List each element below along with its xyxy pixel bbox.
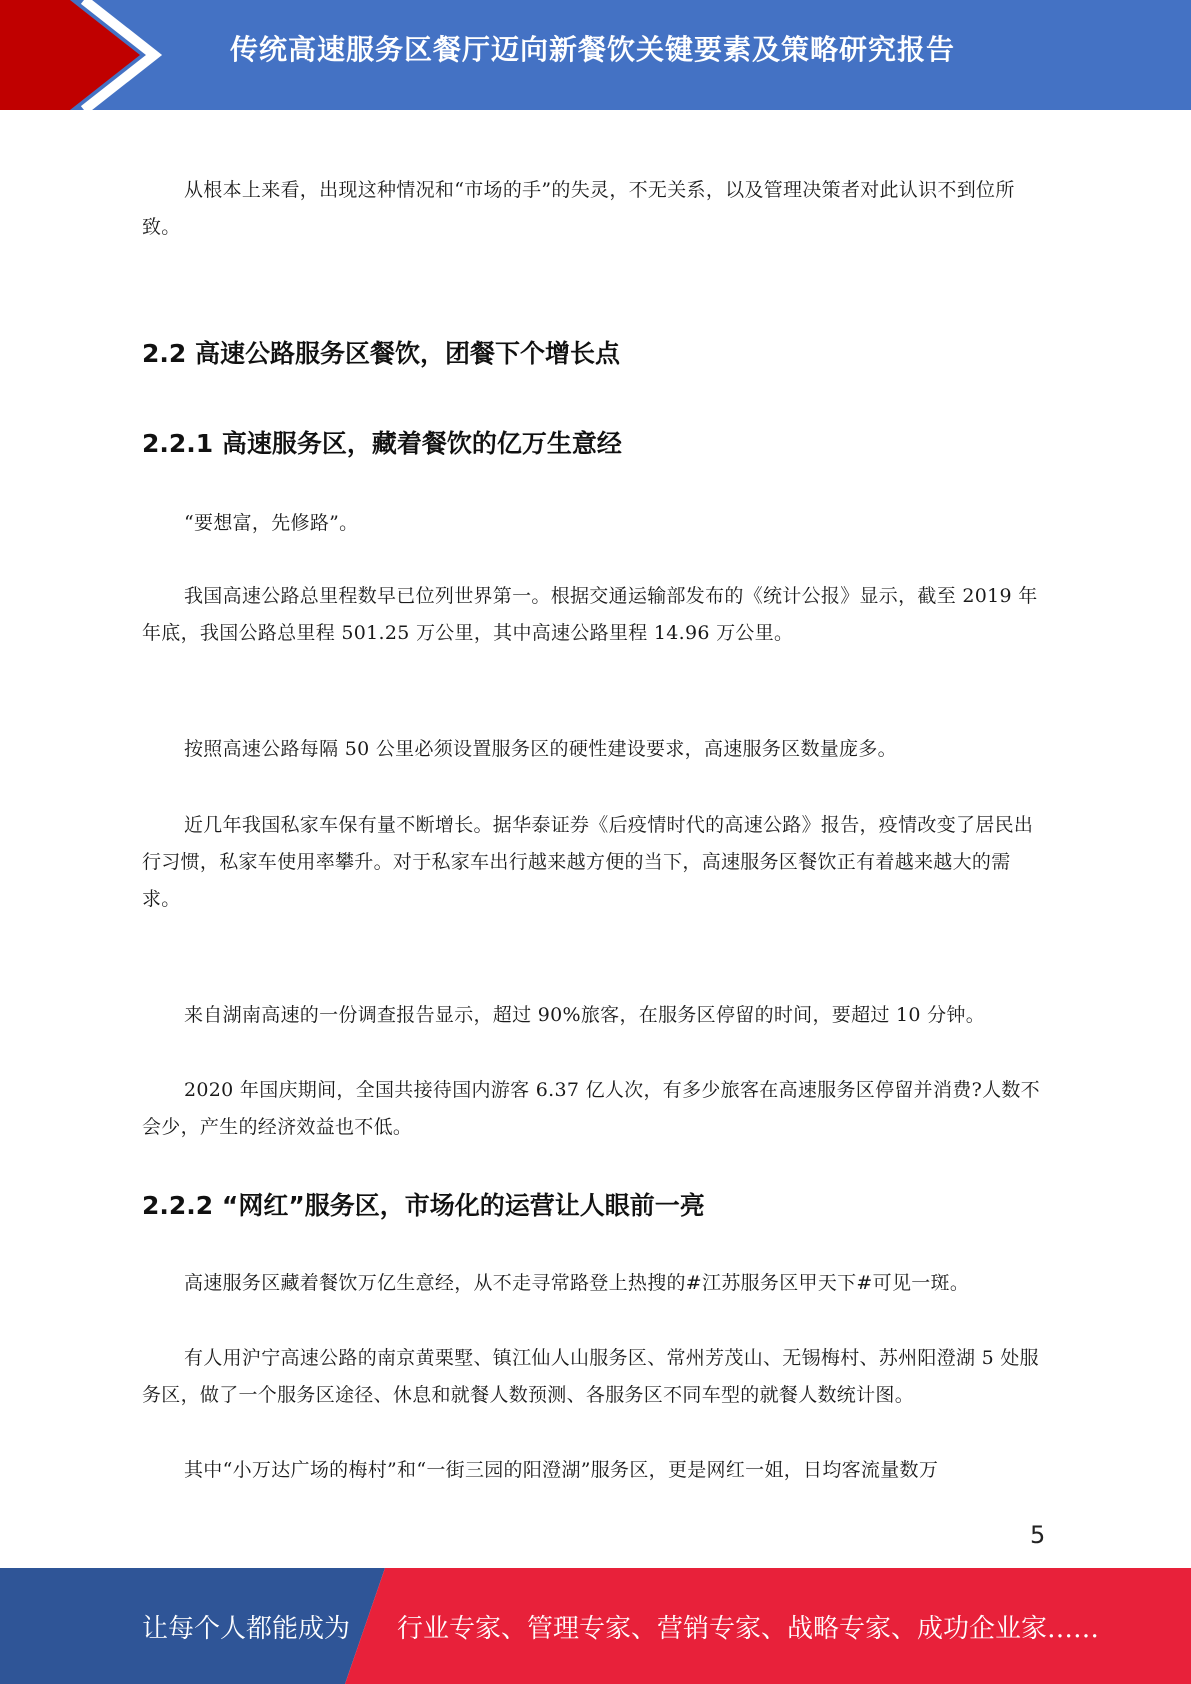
paragraph-9: 有人用沪宁高速公路的南京黄栗墅、镇江仙人山服务区、常州芳茂山、无锡梅村、苏州阳澄湖 5 处服务区，做了一个服务区途径、休息和就餐人数预测、各服务区不同车型的就餐人数统计图。 bbox=[142, 1347, 1039, 1406]
footer-slogan-right: 行业专家、管理专家、营销专家、战略专家、成功企业家…… bbox=[397, 1614, 1100, 1644]
paragraph-4: 按照高速公路每隔 50 公里必须设置服务区的硬性建设要求，高速服务区数量庞多。 bbox=[184, 738, 897, 760]
paragraph-8: 高速服务区藏着餐饮万亿生意经，从不走寻常路登上热搜的#江苏服务区甲天下#可见一斑。 bbox=[184, 1272, 970, 1294]
paragraph-1: 从根本上来看，出现这种情况和“市场的手”的失灵，不无关系，以及管理决策者对此认识不到位所致。 bbox=[142, 179, 1015, 238]
header-red-arrow bbox=[0, 0, 140, 110]
paragraph-3: 我国高速公路总里程数早已位列世界第一。根据交通运输部发布的《统计公报》显示，截至 2019 年年底，我国公路总里程 501.25 万公里，其中高速公路里程 14.96 万公里。 bbox=[142, 585, 1038, 644]
header-banner bbox=[0, 0, 1191, 110]
paragraph-6: 来自湖南高速的一份调查报告显示，超过 90%旅客，在服务区停留的时间，要超过 10 分钟。 bbox=[184, 1004, 986, 1026]
footer-banner bbox=[0, 1568, 1191, 1684]
footer-slogan-left: 让每个人都能成为 bbox=[142, 1614, 351, 1644]
paragraph-2: “要想富，先修路”。 bbox=[184, 512, 359, 534]
paragraph-5: 近几年我国私家车保有量不断增长。据华泰证券《后疫情时代的高速公路》报告，疫情改变了居民出行习惯，私家车使用率攀升。对于私家车出行越来越方便的当下，高速服务区餐饮正有着越来越大的需求。 bbox=[142, 814, 1034, 910]
section-heading-2-2-1: 2.2.1 高速服务区，藏着餐饮的亿万生意经 bbox=[142, 429, 622, 458]
section-heading-2-2-2: 2.2.2 “网红”服务区，市场化的运营让人眼前一亮 bbox=[142, 1191, 705, 1220]
section-heading-2-2: 2.2 高速公路服务区餐饮，团餐下个增长点 bbox=[142, 339, 620, 368]
paragraph-7: 2020 年国庆期间，全国共接待国内游客 6.37 亿人次，有多少旅客在高速服务区停留并消费?人数不会少，产生的经济效益也不低。 bbox=[142, 1079, 1040, 1138]
report-title: 传统高速服务区餐厅迈向新餐饮关键要素及策略研究报告 bbox=[230, 33, 956, 66]
page-number: 5 bbox=[1030, 1521, 1046, 1549]
paragraph-10: 其中“小万达广场的梅村”和“一街三园的阳澄湖”服务区，更是网红一姐，日均客流量数万 bbox=[184, 1459, 939, 1481]
